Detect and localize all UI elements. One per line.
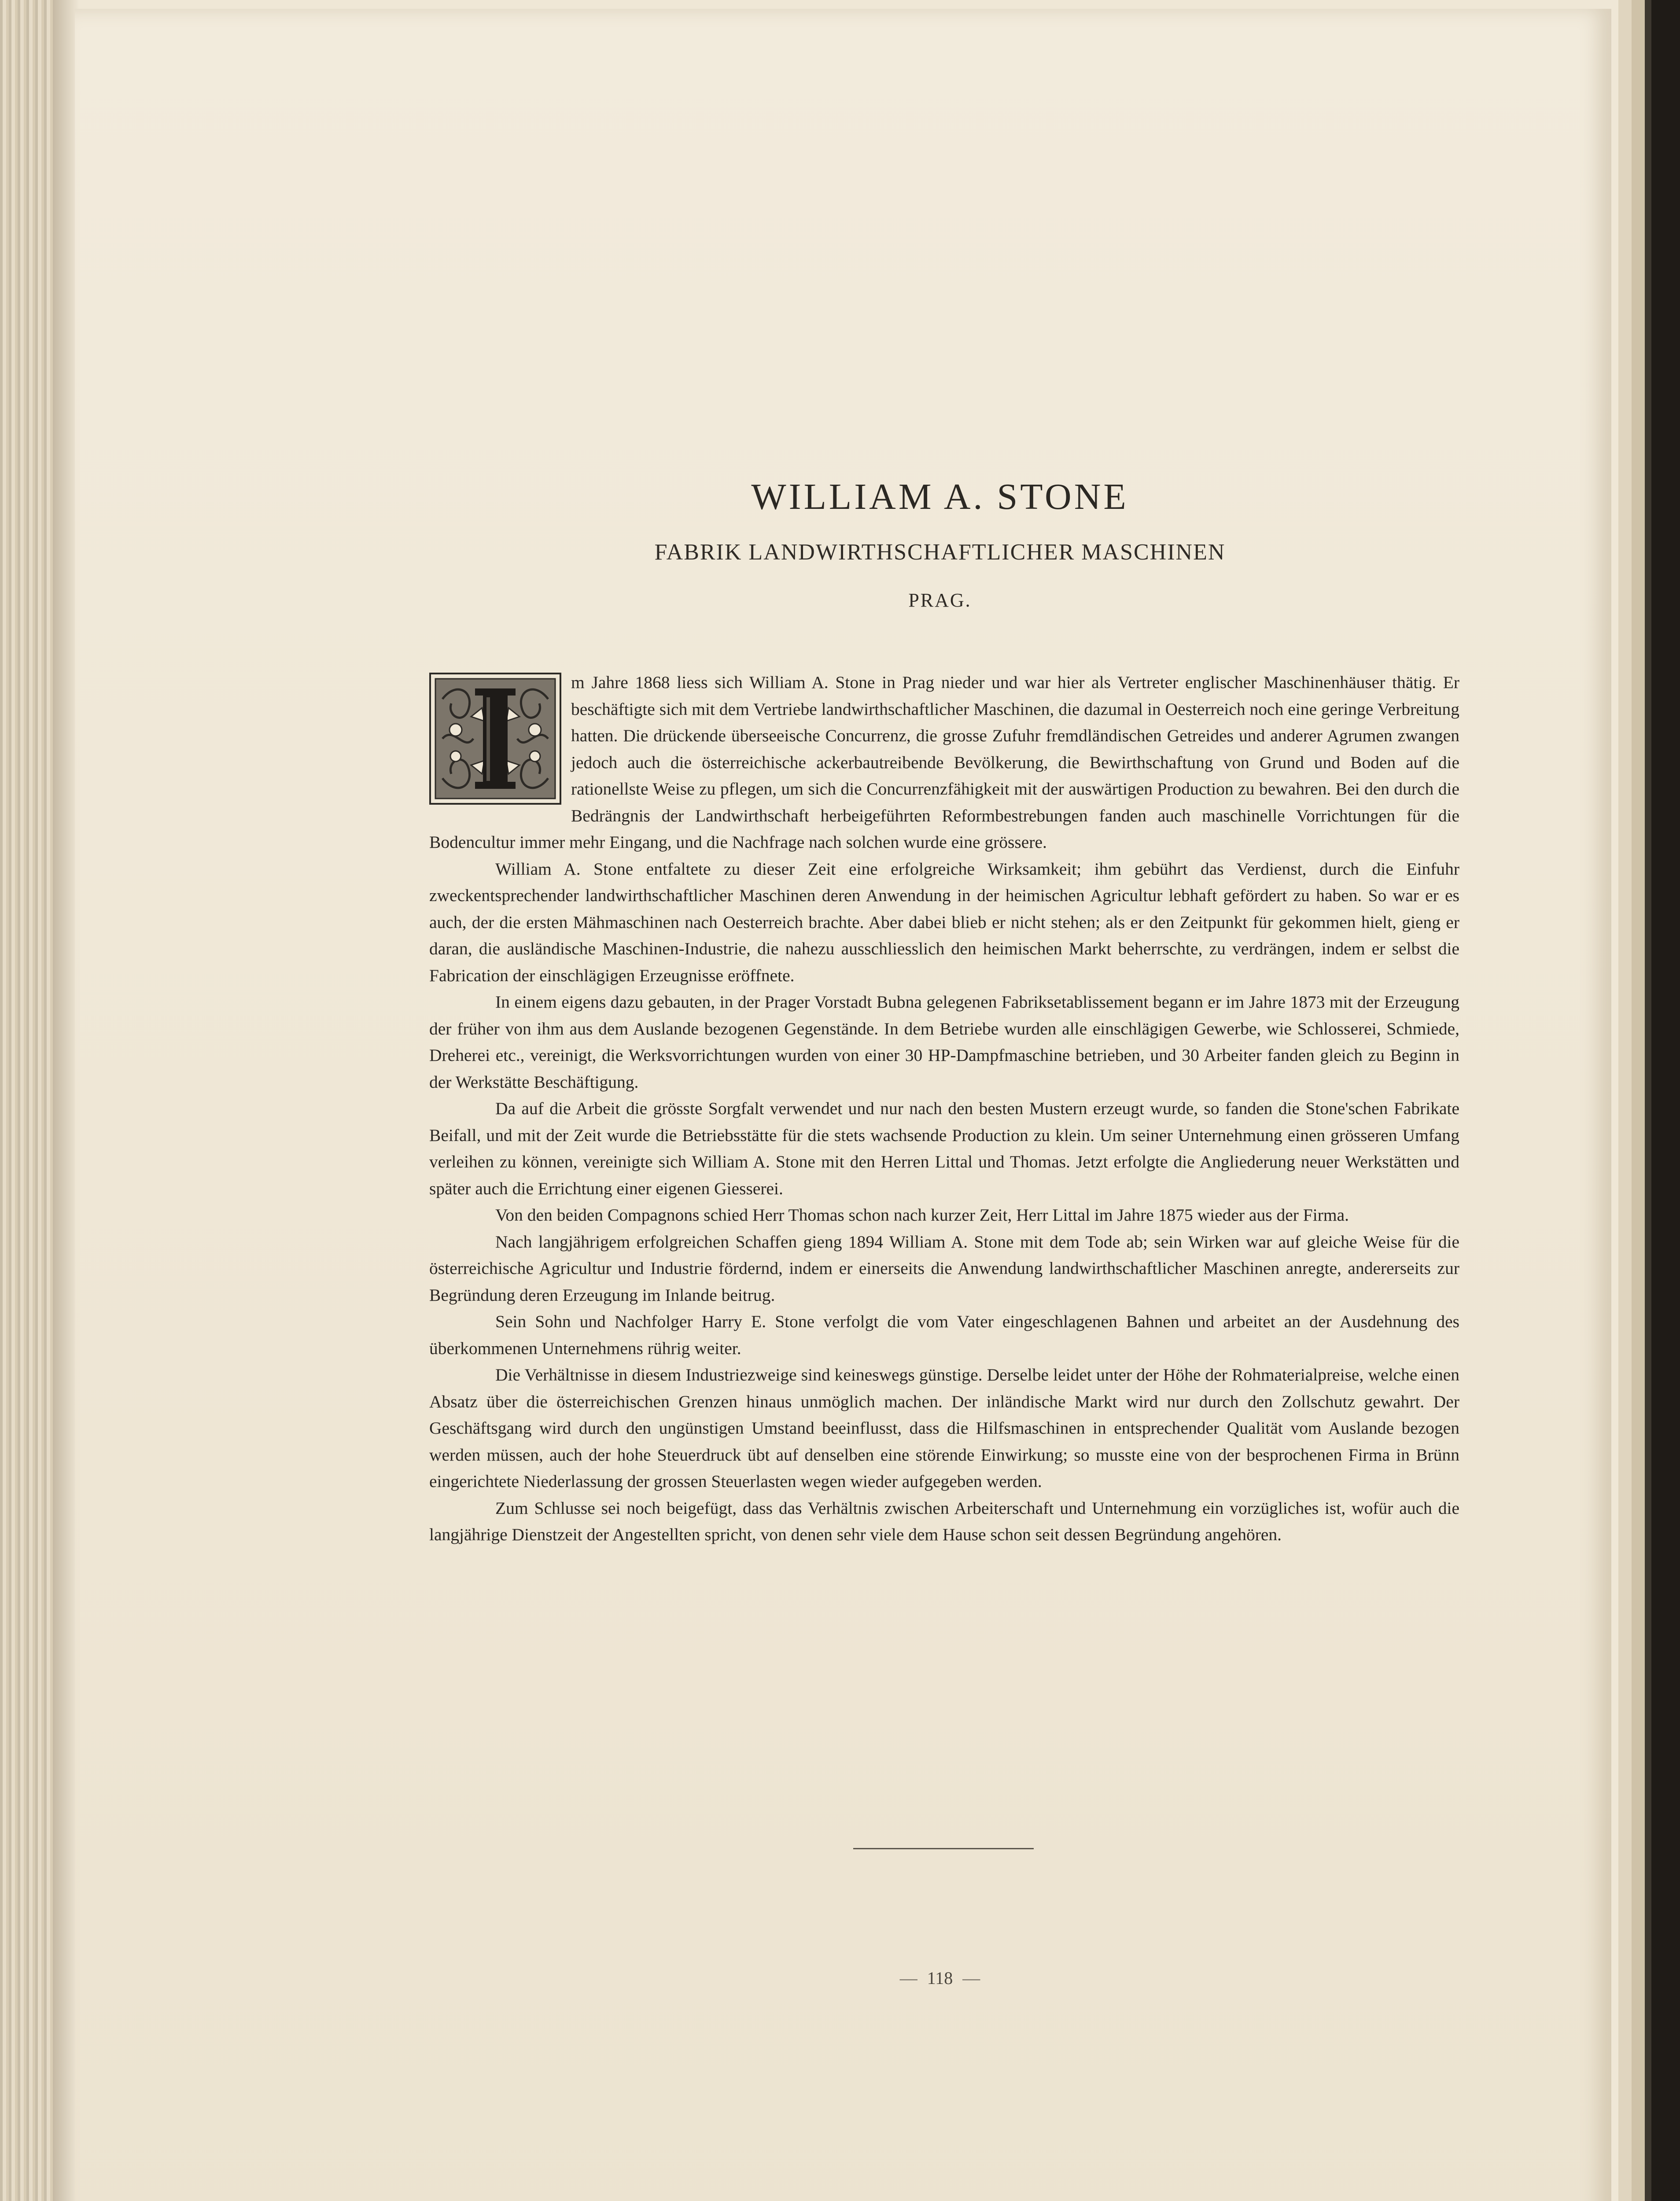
paragraph: Von den beiden Compagnons schied Herr Thomas schon nach kurzer Zeit, Herr Littal im Jahre 1875 wieder aus der Firma. — [495, 1205, 1349, 1225]
paragraph: Die Verhältnisse in diesem Industriezweige sind keineswegs günstige. Derselbe leidet unter der Höhe der Rohmaterialpreise, welche einen Absatz über die österreichischen Grenzen hinaus unmöglich machen. Der inländische Markt wird nur durch den Zollschutz gewahrt. Der Geschäftsgang wird durch den ungünstigen Umstand beeinflusst, dass die Hilfsmaschinen in entsprechender Qualität vom Auslande bezogen werden müssen, auch der hohe Steuerdruck übt auf denselben eine störende Einwirkung; so musste eine von der besprochenen Firma in Brünn eingerichtete Niederlassung der grossen Steuerlasten wegen wieder aufgegeben werden. — [429, 1365, 1459, 1491]
paragraph: Sein Sohn und Nachfolger Harry E. Stone verfolgt die vom Vater eingeschlagenen Bahnen und arbeitet an der Ausdehnung des überkommenen Unternehmens rührig weiter. — [429, 1312, 1459, 1358]
paragraph-text: m Jahre 1868 liess sich William A. Stone in Prag nieder und war hier als Vertreter englischer Maschinenhäuser thätig. Er beschäftigte sich mit dem Vertriebe landwirthschaftlicher Maschinen, die dazumal in Oesterreich noch eine geringe Verbreitung hatten. Die drückende überseeische Concurrenz, die grosse Zufuhr fremdländischen Getreides und anderer Agrumen zwangen jedoch auch die österreichische ackerbautreibende Bevölkerung, die Bewirthschaftung von Grund und Boden auf die rationellste Weise zu pflegen, um sich die Concurrenzfähigkeit mit der auswärtigen Production zu bewahren. Bei den durch die Bedrängnis der Landwirthschaft herbeigeführten Reformbestrebungen fanden auch maschinelle Vorrichtungen für die Bodencultur immer mehr Eingang, und die Nachfrage nach solchen wurde eine grössere. — [429, 673, 1459, 852]
page-number-line — [75, 1968, 1680, 1988]
page-title: WILLIAM A. STONE — [751, 476, 1129, 517]
folio-dash-right: — — [962, 1968, 980, 1988]
section-divider — [853, 1848, 1034, 1849]
folio-dash-left: — — [899, 1968, 917, 1988]
paragraph: In einem eigens dazu gebauten, in der Prager Vorstadt Bubna gelegenen Fabriksetablissement begann er im Jahre 1873 mit der Erzeugung der früher von ihm aus dem Auslande bezogenen Gegenstände. In dem Betriebe wurden alle einschlägigen Gewerbe, wie Schlosserei, Schmiede, Dreherei etc., vereinigt, die Werksvorrichtungen wurden von einer 30 HP-Dampfmaschine betrieben, und 30 Arbeiter fanden gleich zu Beginn in der Werkstätte Beschäftigung. — [429, 992, 1459, 1092]
paragraph: Da auf die Arbeit die grösste Sorgfalt verwendet und nur nach den besten Mustern erzeugt wurde, so fanden die Stone'schen Fabrikate Beifall, und mit der Zeit wurde die Betriebsstätte für die stets wachsende Production zu klein. Um seiner Unternehmung einen grösseren Umfang verleihen zu können, vereinigte sich William A. Stone mit den Herren Littal und Thomas. Jetzt erfolgte die Angliederung neuer Werkstätten und später auch die Errichtung einer eigenen Giesserei. — [429, 1099, 1459, 1198]
page — [75, 9, 1611, 2201]
paragraph: Nach langjährigem erfolgreichen Schaffen gieng 1894 William A. Stone mit dem Tode ab; sein Wirken war auf gleiche Weise für die österreichische Agricultur und Industrie fördernd, indem er einerseits die Anwendung landwirthschaftlicher Maschinen anregte, andererseits zur Begründung deren Erzeugung im Inlande beitrug. — [429, 1232, 1459, 1305]
paragraph — [429, 669, 1459, 856]
right-page-edges — [1618, 0, 1680, 2201]
page-subtitle: FABRIK LANDWIRTHSCHAFTLICHER MASCHINEN — [654, 540, 1226, 565]
page-number: 118 — [927, 1968, 953, 1988]
article-body — [429, 669, 1459, 1548]
left-page-edges — [0, 0, 53, 2201]
paragraph: Zum Schlusse sei noch beigefügt, dass das Verhältnis zwischen Arbeiterschaft und Unternehmung ein vorzügliches ist, wofür auch die langjährige Dienstzeit der Angestellten spricht, von denen sehr viele dem Hause schon seit dessen Begründung angehören. — [429, 1498, 1459, 1544]
drop-cap-graphic — [429, 673, 561, 805]
ornamental-initial-icon — [429, 673, 561, 805]
paragraph: William A. Stone entfaltete zu dieser Zeit eine erfolgreiche Wirksamkeit; ihm gebührt das Verdienst, durch die Einfuhr zweckentsprechender landwirthschaftlicher Maschinen deren Anwendung in der heimischen Agricultur lebhaft gefördert zu haben. So war er es auch, der die ersten Mähmaschinen nach Oesterreich brachte. Aber dabei blieb er nicht stehen; als er den Zeitpunkt für gekommen hielt, gieng er daran, die ausländische Maschinen-Industrie, die nahezu ausschliesslich den heimischen Markt beherrschte, zu verdrängen, indem er selbst die Fabrication der einschlägigen Erzeugnisse eröffnete. — [429, 859, 1459, 985]
city-line: PRAG. — [908, 589, 972, 611]
